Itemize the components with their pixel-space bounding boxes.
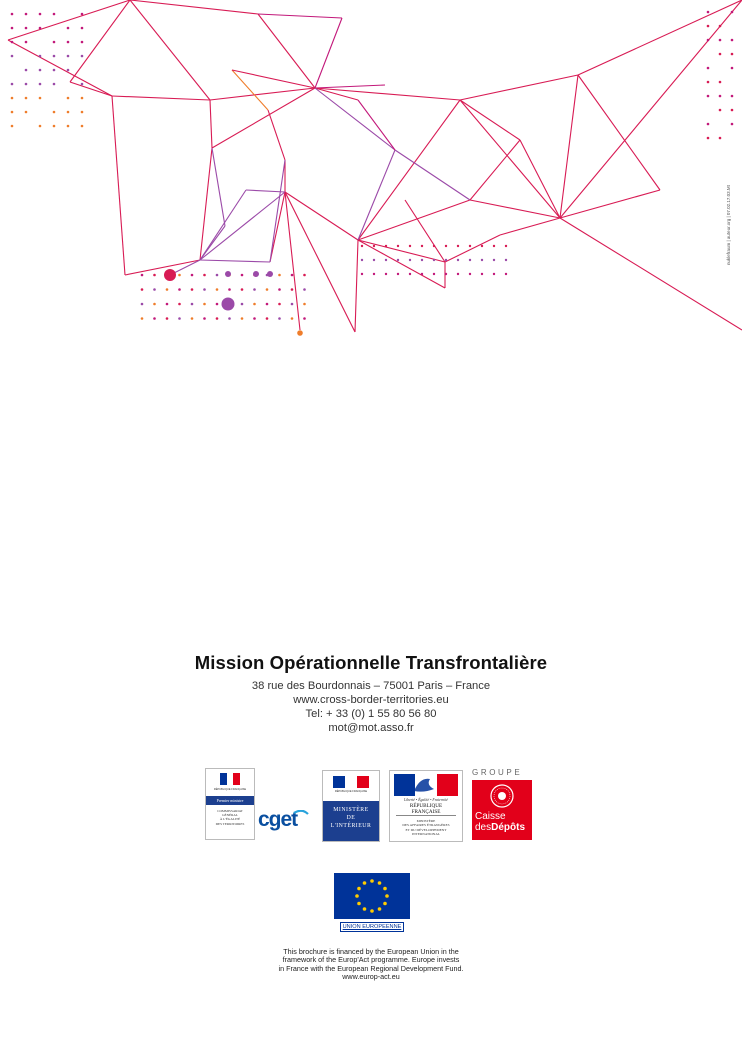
network-dot: [222, 298, 235, 311]
network-dot: [11, 125, 14, 128]
network-dot: [53, 41, 56, 44]
organisation-address: 38 rue des Bourdonnais – 75001 Paris – France: [251, 680, 491, 692]
network-edge: [212, 88, 315, 148]
cget-logo: [258, 808, 310, 838]
network-dot: [67, 111, 70, 114]
network-dot: [303, 288, 306, 291]
network-edge: [246, 190, 285, 192]
network-edge: [112, 96, 125, 275]
network-edge: [212, 148, 225, 226]
network-dot: [191, 317, 194, 320]
network-edge: [210, 88, 315, 100]
network-dot: [707, 11, 710, 14]
network-dot: [267, 271, 273, 277]
network-dot: [81, 97, 84, 100]
premier-ministre-logo: [205, 768, 255, 840]
network-dot: [81, 13, 84, 16]
network-dot: [39, 97, 42, 100]
network-dot: [141, 303, 144, 306]
network-edge: [270, 160, 285, 262]
network-dot: [481, 273, 483, 275]
cdc-line-2b: Dépôts: [491, 822, 526, 833]
network-dot: [141, 288, 144, 291]
network-dot: [707, 137, 710, 140]
organisation-phone: Tel: + 33 (0) 1 55 80 56 80: [305, 708, 437, 720]
network-dot: [11, 55, 14, 58]
affaires-etrangeres-logo: [389, 770, 463, 842]
network-dot: [266, 303, 269, 306]
network-dot: [421, 259, 423, 261]
network-dot: [266, 288, 269, 291]
network-dot: [216, 288, 219, 291]
network-dot: [203, 288, 206, 291]
network-dot: [191, 288, 194, 291]
network-dot: [191, 274, 194, 277]
credit-text: nuklefraum | auteur.org | 07.02.17.03.Mt: [726, 185, 731, 265]
network-dot: [385, 259, 387, 261]
network-dot: [81, 55, 84, 58]
network-dot: [719, 25, 722, 28]
network-edge: [200, 148, 212, 260]
network-edge: [460, 100, 520, 140]
network-edge: [285, 192, 300, 330]
network-edge: [358, 200, 470, 240]
network-dot: [25, 69, 28, 72]
network-dot: [409, 245, 411, 247]
partner-logos: [0, 768, 742, 843]
affaires-motto: Liberté • Égalité • Fraternité: [404, 798, 448, 802]
network-dot: [433, 245, 435, 247]
network-dot: [303, 274, 306, 277]
republique-caption: RÉPUBLIQUE FRANÇAISE: [213, 788, 247, 791]
eu-star-icon: [385, 894, 389, 898]
network-dot: [719, 39, 722, 42]
network-dot: [141, 317, 144, 320]
affaires-text-2: DES AFFAIRES ÉTRANGÈRES: [402, 823, 450, 828]
network-dot: [481, 259, 483, 261]
network-dot: [291, 274, 294, 277]
eu-star-icon: [363, 907, 367, 911]
network-dot: [719, 137, 722, 140]
network-dot: [53, 13, 56, 16]
network-dot: [67, 41, 70, 44]
network-dot: [373, 259, 375, 261]
network-dot: [225, 271, 231, 277]
network-dot: [445, 259, 447, 261]
interieur-text-2: DE: [346, 815, 356, 821]
network-edge: [285, 192, 355, 332]
network-dot: [505, 273, 507, 275]
network-dot: [385, 273, 387, 275]
network-dot: [493, 273, 495, 275]
network-dot: [361, 273, 363, 275]
network-dot: [25, 83, 28, 86]
interieur-caption: RÉPUBLIQUE FRANÇAISE: [334, 790, 368, 793]
network-dot: [141, 274, 144, 277]
network-edge: [470, 140, 520, 200]
interieur-text-1: MINISTÈRE: [333, 807, 369, 813]
organisation-name: Mission Opérationnelle Transfrontalière: [194, 652, 548, 673]
network-dot: [25, 13, 28, 16]
premier-ministre-band: Premier ministre: [206, 796, 254, 805]
network-dot: [707, 39, 710, 42]
network-dot: [731, 109, 734, 112]
network-edge: [130, 0, 210, 100]
network-dot: [719, 109, 722, 112]
network-dot: [81, 27, 84, 30]
network-dot: [53, 125, 56, 128]
network-dot: [493, 259, 495, 261]
network-dot: [39, 125, 42, 128]
network-dot: [67, 55, 70, 58]
network-dot: [409, 273, 411, 275]
network-edge: [355, 240, 358, 332]
network-dot: [67, 97, 70, 100]
network-dot: [707, 25, 710, 28]
network-dot: [191, 303, 194, 306]
network-dot: [203, 303, 206, 306]
network-dot: [493, 245, 495, 247]
network-dot: [178, 317, 181, 320]
network-dot: [505, 259, 507, 261]
network-dot: [178, 274, 181, 277]
affaires-republic: RÉPUBLIQUE FRANÇAISE: [396, 803, 456, 816]
network-dot: [719, 53, 722, 56]
network-dot: [166, 317, 169, 320]
network-dot: [228, 317, 231, 320]
network-edges: [8, 0, 742, 332]
network-dot: [203, 317, 206, 320]
network-edge: [200, 260, 270, 262]
network-edge: [560, 0, 742, 218]
network-dot: [421, 245, 423, 247]
network-dot: [397, 259, 399, 261]
network-dot: [433, 273, 435, 275]
eu-star-icon: [378, 907, 382, 911]
network-edge: [358, 240, 445, 262]
network-dot: [39, 27, 42, 30]
network-edge: [315, 85, 385, 88]
caisse-des-depots-logo: [470, 768, 534, 840]
ministere-interieur-logo: [322, 770, 380, 842]
financing-line-3: in France with the European Regional Development Fund.: [278, 963, 464, 973]
eu-star-icon: [363, 881, 367, 885]
network-dot: [203, 274, 206, 277]
network-edge: [560, 190, 660, 218]
network-edge: [520, 140, 560, 218]
network-dot: [11, 111, 14, 114]
network-dot: [241, 274, 244, 277]
network-edge: [358, 240, 445, 288]
network-edge: [460, 100, 560, 218]
network-edge: [268, 110, 285, 160]
network-dot: [216, 274, 219, 277]
cget-text-1: COMMISSARIAT: [217, 809, 243, 813]
network-dot: [278, 303, 281, 306]
network-dot: [385, 245, 387, 247]
network-dot: [373, 273, 375, 275]
network-graphic: [0, 0, 742, 340]
network-dot: [433, 259, 435, 261]
network-edge: [285, 192, 358, 240]
network-dot: [469, 273, 471, 275]
network-dot: [241, 317, 244, 320]
network-dot: [166, 303, 169, 306]
eu-star-icon: [355, 894, 359, 898]
network-dot: [278, 317, 281, 320]
network-edge: [460, 75, 578, 100]
eu-star-icon: [378, 881, 382, 885]
network-dot: [67, 27, 70, 30]
network-edge: [560, 75, 578, 218]
network-dot: [166, 288, 169, 291]
cget-text-3: À L'ÉGALITÉ: [219, 817, 241, 822]
network-dot: [278, 274, 281, 277]
network-dot: [707, 95, 710, 98]
organisation-website[interactable]: www.cross-border-territories.eu: [293, 694, 449, 706]
network-dot: [469, 245, 471, 247]
network-dot: [397, 245, 399, 247]
network-dot: [266, 317, 269, 320]
network-dot: [178, 303, 181, 306]
network-dot: [731, 39, 734, 42]
cdc-line-2a: des: [475, 822, 492, 833]
network-edge: [578, 75, 660, 190]
network-dot: [67, 69, 70, 72]
network-dot: [253, 303, 256, 306]
network-dot: [457, 273, 459, 275]
network-dot: [445, 273, 447, 275]
affaires-text-4: INTERNATIONAL: [412, 831, 440, 836]
network-dot: [53, 83, 56, 86]
eu-label: UNION EUROPEENNE: [340, 922, 404, 932]
eu-star-icon: [370, 909, 374, 913]
network-dot: [421, 273, 423, 275]
network-dot: [153, 288, 156, 291]
network-edge: [315, 88, 395, 150]
network-dot: [216, 303, 219, 306]
network-dot: [178, 288, 181, 291]
cdc-line-1: Caisse: [475, 811, 506, 822]
network-dot: [11, 97, 14, 100]
network-edge: [125, 260, 200, 275]
network-dots: [11, 11, 734, 336]
network-dot: [719, 81, 722, 84]
network-dot: [241, 288, 244, 291]
network-dot: [153, 317, 156, 320]
network-dot: [81, 125, 84, 128]
network-edge: [8, 40, 112, 96]
eu-star-icon: [370, 879, 374, 883]
network-dot: [731, 95, 734, 98]
eu-star-icon: [383, 902, 387, 906]
financing-line-2: framework of the Europ'Act programme. Europe invests: [282, 955, 460, 965]
network-dot: [731, 123, 734, 126]
network-dot: [731, 67, 734, 70]
financing-note: [0, 948, 742, 982]
network-dot: [481, 245, 483, 247]
network-dot: [731, 11, 734, 14]
network-dot: [469, 259, 471, 261]
network-dot: [253, 271, 259, 277]
network-edge: [258, 14, 315, 88]
network-edge: [445, 235, 500, 262]
network-dot: [81, 41, 84, 44]
network-dot: [25, 27, 28, 30]
network-edge: [578, 0, 742, 75]
network-dot: [53, 55, 56, 58]
network-edge: [232, 70, 268, 110]
network-dot: [164, 269, 176, 281]
network-dot: [253, 288, 256, 291]
network-dot: [505, 245, 507, 247]
network-dot: [373, 245, 375, 247]
network-edge: [210, 100, 212, 148]
network-edge: [358, 150, 395, 240]
network-edge: [395, 150, 470, 200]
network-edge: [315, 18, 342, 88]
eu-star-icon: [357, 887, 361, 891]
network-dot: [297, 330, 303, 336]
network-dot: [25, 111, 28, 114]
network-dot: [25, 41, 28, 44]
network-dot: [719, 95, 722, 98]
groupe-label: GROUPE: [472, 768, 523, 777]
network-dot: [731, 53, 734, 56]
network-dot: [397, 273, 399, 275]
network-dot: [707, 67, 710, 70]
network-dot: [53, 111, 56, 114]
network-edge: [258, 14, 342, 18]
network-dot: [11, 83, 14, 86]
network-dot: [253, 317, 256, 320]
network-dot: [361, 259, 363, 261]
affaires-text-1: MINISTÈRE: [416, 819, 436, 823]
network-dot: [303, 303, 306, 306]
network-edge: [8, 0, 130, 40]
eu-logo: [334, 873, 410, 931]
affaires-text-3: ET DU DÉVELOPPEMENT: [405, 827, 447, 832]
cget-text-2: GÉNÉRAL: [222, 813, 238, 818]
network-edge: [112, 96, 210, 100]
eu-star-icon: [383, 887, 387, 891]
network-dot: [39, 69, 42, 72]
eu-flag-icon: [334, 873, 410, 921]
network-dot: [303, 317, 306, 320]
cget-wordmark: cget: [258, 808, 298, 831]
eu-star-icon: [357, 902, 361, 906]
network-dot: [39, 13, 42, 16]
network-dot: [228, 288, 231, 291]
cget-text-4: DES TERRITOIRES: [215, 821, 245, 826]
financing-line-4[interactable]: www.europ-act.eu: [342, 972, 400, 982]
organisation-email[interactable]: mot@mot.asso.fr: [328, 722, 414, 734]
financing-line-1: This brochure is financed by the European Union in the: [283, 947, 459, 956]
network-dot: [278, 288, 281, 291]
network-dot: [153, 274, 156, 277]
network-dot: [81, 83, 84, 86]
interieur-text-3: L'INTÉRIEUR: [330, 823, 372, 829]
network-dot: [39, 83, 42, 86]
network-dot: [445, 245, 447, 247]
network-dot: [53, 69, 56, 72]
network-dot: [216, 317, 219, 320]
network-dot: [11, 27, 14, 30]
network-edge: [405, 200, 445, 262]
network-dot: [707, 81, 710, 84]
network-dot: [291, 317, 294, 320]
network-dot: [361, 245, 363, 247]
network-dot: [409, 259, 411, 261]
network-dot: [707, 123, 710, 126]
network-dot: [81, 111, 84, 114]
network-dot: [11, 13, 14, 16]
network-edge: [130, 0, 258, 14]
network-dot: [67, 125, 70, 128]
network-dot: [11, 41, 14, 44]
network-dot: [457, 245, 459, 247]
network-edge: [500, 218, 560, 235]
network-dot: [153, 303, 156, 306]
network-dot: [291, 303, 294, 306]
organisation-block: [0, 652, 742, 735]
network-dot: [25, 97, 28, 100]
network-edge: [70, 0, 130, 82]
network-dot: [39, 55, 42, 58]
network-dot: [457, 259, 459, 261]
network-edge: [560, 218, 742, 330]
network-dot: [291, 288, 294, 291]
network-dot: [241, 303, 244, 306]
